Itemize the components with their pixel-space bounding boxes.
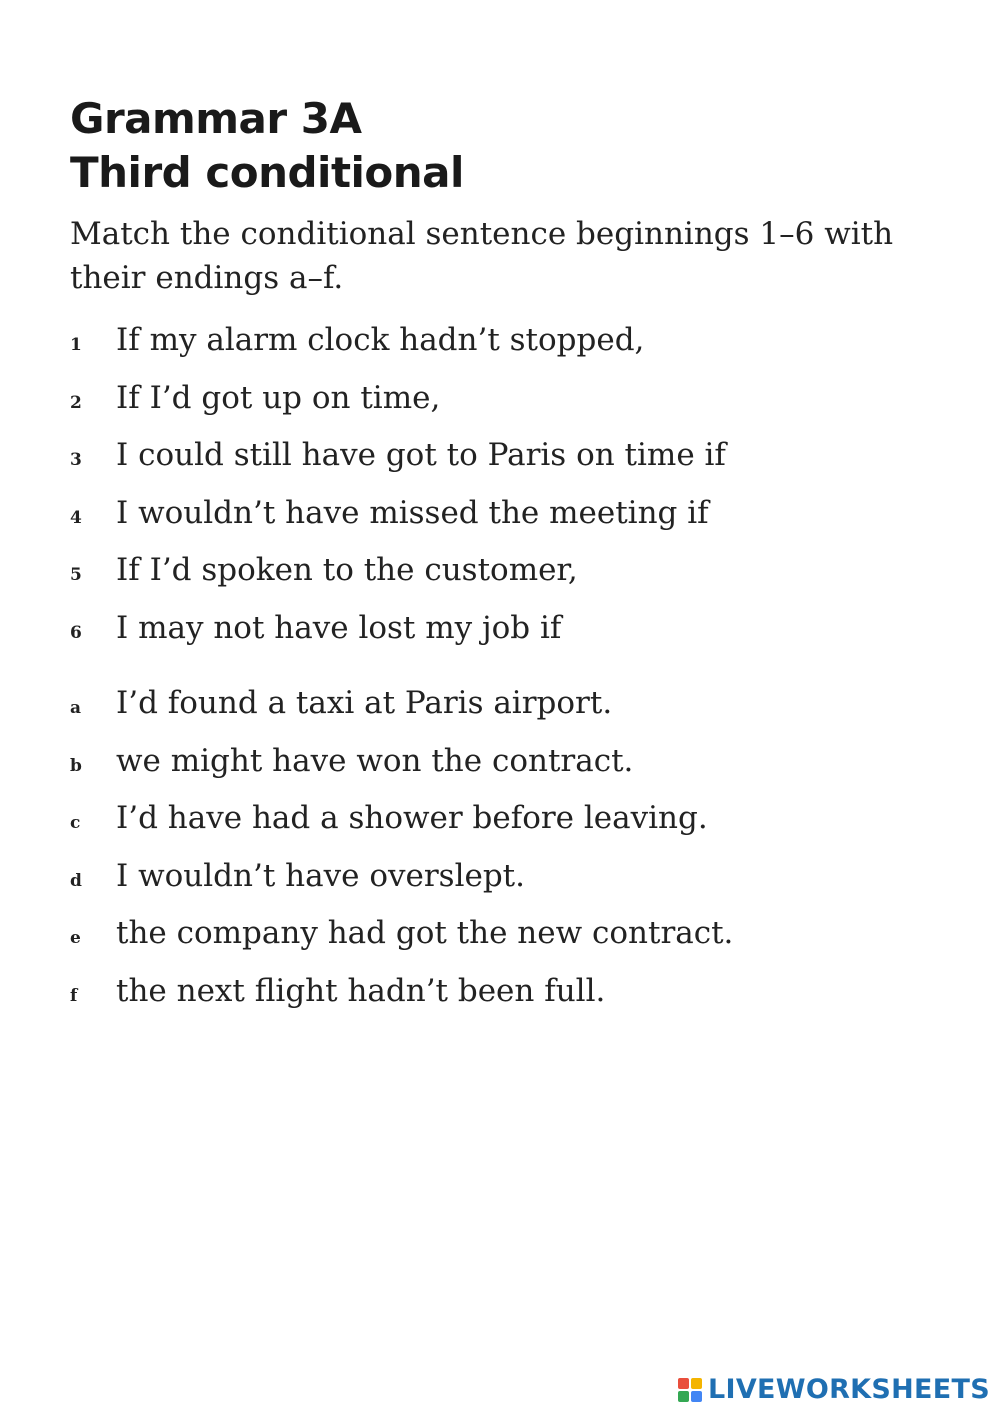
list-item (70, 314, 950, 372)
item-text: If I’d spoken to the customer, (116, 552, 578, 588)
brand-name: LIVEWORKSHEETS (707, 1374, 990, 1405)
item-number: 2 (70, 392, 82, 413)
list-item (70, 965, 950, 1023)
list-item (70, 907, 950, 965)
item-number: 3 (70, 450, 82, 470)
item-letter: c (70, 813, 81, 833)
list-item (70, 677, 950, 735)
item-text: If I’d got up on time, (116, 379, 441, 416)
item-number: 5 (70, 565, 82, 585)
list-item (70, 544, 950, 602)
title-line-2: Third conditional (70, 148, 464, 197)
item-text: I’d found a taxi at Paris airport. (116, 685, 613, 721)
list-item (70, 487, 950, 545)
worksheet (70, 92, 950, 1022)
item-letter: d (70, 870, 82, 891)
item-text: I’d have had a shower before leaving. (116, 800, 708, 836)
logo-square-yellow (691, 1378, 702, 1389)
list-item (70, 602, 950, 660)
title-line-1: Grammar 3A (70, 94, 362, 143)
item-number: 6 (70, 622, 82, 643)
list-item (70, 850, 950, 908)
sentence-beginnings-list (70, 314, 950, 659)
item-text: If my alarm clock hadn’t stopped, (116, 322, 645, 358)
item-text: I wouldn’t have missed the meeting if (116, 494, 709, 531)
logo-square-green (678, 1391, 689, 1402)
item-letter: a (70, 698, 82, 718)
list-item (70, 792, 950, 850)
item-text: the company had got the new contract. (116, 915, 734, 951)
item-text: the next flight hadn’t been full. (116, 972, 606, 1009)
worksheet-title (70, 92, 950, 200)
item-letter: e (70, 928, 81, 948)
list-item (70, 429, 950, 487)
liveworksheets-logo[interactable] (678, 1374, 990, 1405)
instruction-text: Match the conditional sentence beginnings 1–6 with their endings a–f. (70, 216, 894, 296)
item-text: I may not have lost my job if (116, 609, 562, 646)
item-number: 4 (70, 507, 82, 528)
item-text: we might have won the contract. (116, 742, 634, 779)
item-text: I could still have got to Paris on time if (116, 437, 726, 473)
sentence-endings-list (70, 677, 950, 1022)
item-letter: f (70, 985, 78, 1006)
item-letter: b (70, 755, 82, 776)
logo-square-red (678, 1378, 689, 1389)
list-item (70, 735, 950, 793)
list-item (70, 372, 950, 430)
logo-square-blue (691, 1391, 702, 1402)
item-number: 1 (70, 335, 82, 355)
item-text: I wouldn’t have overslept. (116, 857, 525, 894)
liveworksheets-logo-icon (678, 1378, 702, 1402)
